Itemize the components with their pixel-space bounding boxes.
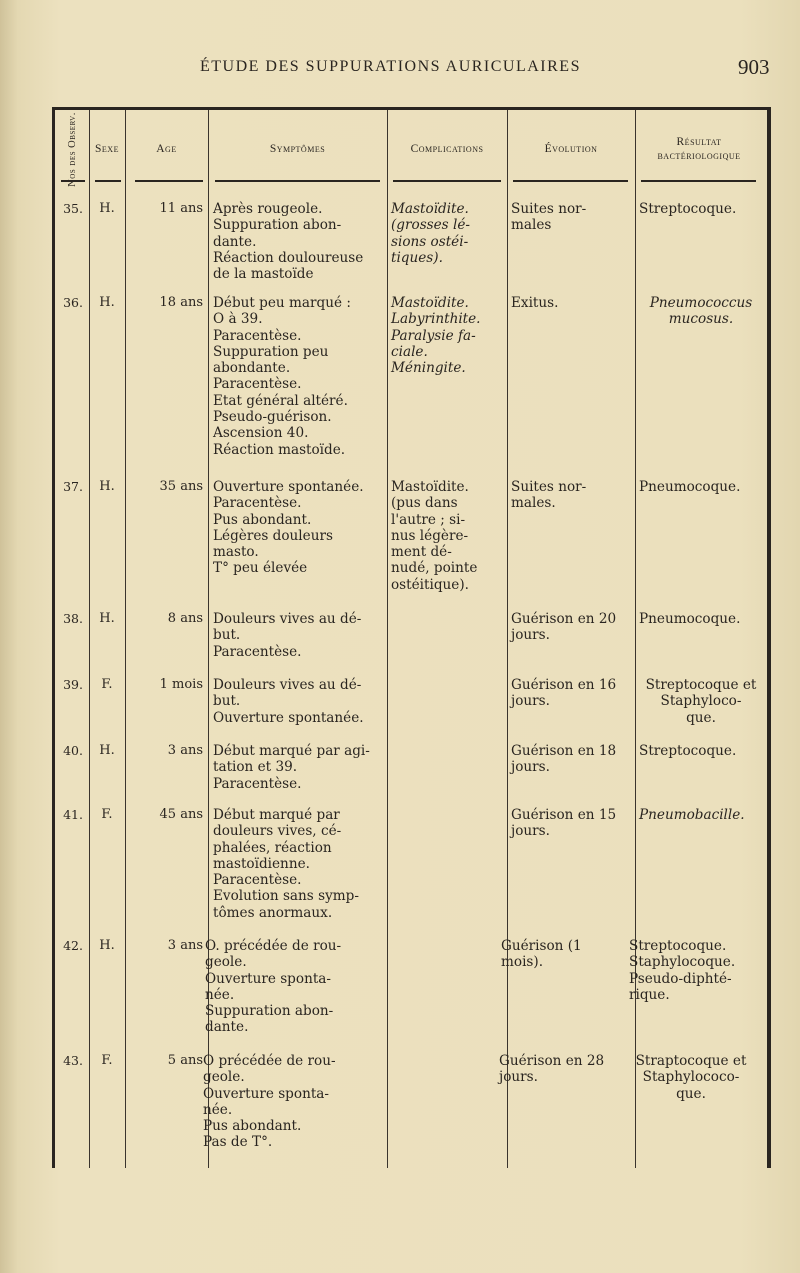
age-cell: 18 ans — [159, 295, 203, 310]
evolution-cell: Guérison en 18 jours. — [511, 743, 617, 776]
symptoms-cell: Début peu marqué : O à 39. Paracentèse. Suppuration peu abondante. Paracentèse. Etat général altéré. Pseudo-guérison. Ascension 40. Réaction mastoïde. — [213, 295, 351, 458]
header-sex: Sexe — [95, 143, 119, 155]
sex-cell: H. — [99, 479, 115, 494]
result-cell: Pneumococcus mucosus. — [649, 295, 753, 328]
sex-cell: H. — [99, 743, 115, 758]
result-cell: Streptocoque. Staphylocoque. Pseudo-diphté- rique. — [629, 938, 736, 1003]
symptoms-cell: Douleurs vives au dé- but. Paracentèse. — [213, 611, 362, 660]
header-rule — [513, 180, 628, 182]
age-cell: 11 ans — [159, 201, 203, 216]
complications-cell: Mastoïdite. (grosses lé- sions ostéi- tiques). — [391, 201, 470, 266]
evolution-cell: Guérison en 15 jours. — [511, 807, 617, 840]
header-age: Age — [156, 143, 177, 155]
obs-number: 38. — [63, 611, 83, 626]
obs-number: 39. — [63, 677, 83, 692]
evolution-cell: Suites nor- males — [511, 201, 587, 234]
evolution-cell: Guérison (1 mois). — [501, 938, 582, 971]
symptoms-cell: O précédée de rou- geole. Ouverture sponta- née. Pus abondant. Pas de T°. — [203, 1053, 336, 1151]
sex-cell: H. — [99, 201, 115, 216]
symptoms-cell: Ouverture spontanée. Paracentèse. Pus abondant. Légères douleurs masto. T° peu élevée — [213, 479, 364, 577]
result-cell: Streptocoque et Staphyloco- que. — [645, 677, 757, 726]
header-rule — [393, 180, 501, 182]
header-rule — [95, 180, 121, 182]
obs-number: 42. — [63, 938, 83, 953]
symptoms-cell: Début marqué par douleurs vives, cé- phalées, réaction mastoïdienne. Paracentèse. Evolution sans symp- tômes anormaux. — [213, 807, 359, 921]
age-cell: 1 mois — [159, 677, 203, 692]
column-rule — [507, 110, 508, 1168]
column-rule — [89, 110, 90, 1168]
result-cell: Pneumobacille. — [639, 807, 745, 823]
result-cell: Streptocoque. — [639, 743, 737, 759]
sex-cell: F. — [101, 807, 113, 822]
header-rule — [135, 180, 203, 182]
age-cell: 35 ans — [159, 479, 203, 494]
obs-number: 41. — [63, 807, 83, 822]
age-cell: 3 ans — [167, 743, 203, 758]
obs-number: 36. — [63, 295, 83, 310]
symptoms-cell: Début marqué par agi- tation et 39. Paracentèse. — [213, 743, 370, 792]
result-cell: Pneumocoque. — [639, 479, 741, 495]
evolution-cell: Guérison en 20 jours. — [511, 611, 617, 644]
evolution-cell: Guérison en 28 jours. — [499, 1053, 605, 1086]
evolution-cell: Suites nor- males. — [511, 479, 587, 512]
column-rule — [635, 110, 636, 1168]
symptoms-cell: Après rougeole. Suppuration abon- dante. Réaction douloureuse de la mastoïde — [213, 201, 364, 283]
header-complications: Complications — [410, 143, 484, 155]
result-cell: Pneumocoque. — [639, 611, 741, 627]
header-symptoms: Symptômes — [269, 143, 326, 155]
sex-cell: H. — [99, 295, 115, 310]
column-rule — [387, 110, 388, 1168]
evolution-cell: Exitus. — [511, 295, 559, 311]
age-cell: 5 ans — [167, 1053, 203, 1068]
observations-table — [52, 107, 771, 1168]
age-cell: 3 ans — [167, 938, 203, 953]
sex-cell: F. — [101, 1053, 113, 1068]
column-rule — [125, 110, 126, 1168]
complications-cell: Mastoïdite. (pus dans l'autre ; si- nus légère- ment dé- nudé, pointe ostéitique). — [391, 479, 478, 593]
evolution-cell: Guérison en 16 jours. — [511, 677, 617, 710]
header-obs-number: Nos des Observ. — [66, 111, 78, 187]
sex-cell: H. — [99, 938, 115, 953]
symptoms-cell: Douleurs vives au dé- but. Ouverture spontanée. — [213, 677, 364, 726]
age-cell: 8 ans — [167, 611, 203, 626]
symptoms-cell: O. précédée de rou- geole. Ouverture sponta- née. Suppuration abon- dante. — [205, 938, 342, 1036]
header-result: Résultat bactériologique — [657, 136, 741, 162]
page-number: 903 — [738, 55, 770, 79]
obs-number: 43. — [63, 1053, 83, 1068]
obs-number: 35. — [63, 201, 83, 216]
result-cell: Streptocoque. — [639, 201, 737, 217]
obs-number: 40. — [63, 743, 83, 758]
obs-number: 37. — [63, 479, 83, 494]
sex-cell: H. — [99, 611, 115, 626]
age-cell: 45 ans — [159, 807, 203, 822]
sex-cell: F. — [101, 677, 113, 692]
header-rule — [641, 180, 756, 182]
complications-cell: Mastoïdite. Labyrinthite. Paralysie fa- ciale. Méningite. — [391, 295, 481, 377]
header-rule — [215, 180, 380, 182]
page-header — [0, 55, 800, 85]
header-rule — [61, 180, 85, 182]
result-cell: Straptocoque et Staphylococo- que. — [635, 1053, 747, 1102]
running-title: ÉTUDE DES SUPPURATIONS AURICULAIRES — [200, 58, 581, 75]
header-evolution: Évolution — [544, 143, 598, 155]
